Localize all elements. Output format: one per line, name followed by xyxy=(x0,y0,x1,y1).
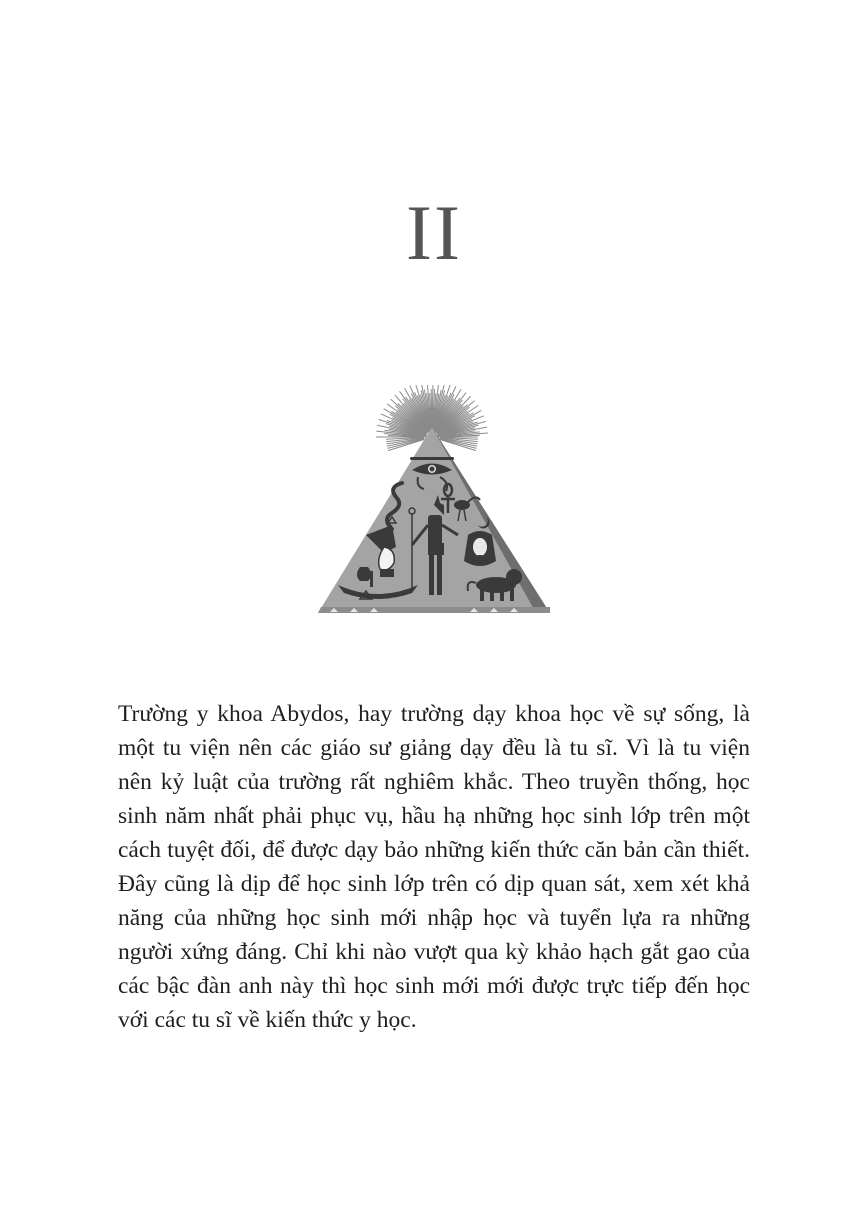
vase-icon xyxy=(357,567,371,581)
egyptian-pyramid-icon xyxy=(300,385,570,620)
chapter-paragraph: Trường y khoa Abydos, hay trường dạy khoa học về sự sống, là một tu viện nên các giáo sư giảng dạy đều là tu sĩ. Vì là tu viện nên kỷ luật của trường rất nghiêm khắc. Theo truyền thống, học sinh năm nhất phải phục vụ, hầu hạ những học sinh lớp trên một cách tuyệt đối, để được dạy bảo những kiến thức căn bản cần thiết. Đây cũng là dịp để học sinh lớp trên có dịp quan sát, xem xét khả năng của những học sinh mới nhập học và tuyển lựa ra những người xứng đáng. Chỉ khi nào vượt qua kỳ khảo hạch gắt gao của các bậc đàn anh này thì học sinh mới mới được trực tiếp đến học với các tu sĩ về kiến thức y học. xyxy=(118,701,750,1033)
sun-ray xyxy=(387,439,424,448)
sun-ray xyxy=(440,439,477,448)
pharaoh-mask-icon xyxy=(464,531,496,566)
chapter-number: II xyxy=(406,189,462,276)
